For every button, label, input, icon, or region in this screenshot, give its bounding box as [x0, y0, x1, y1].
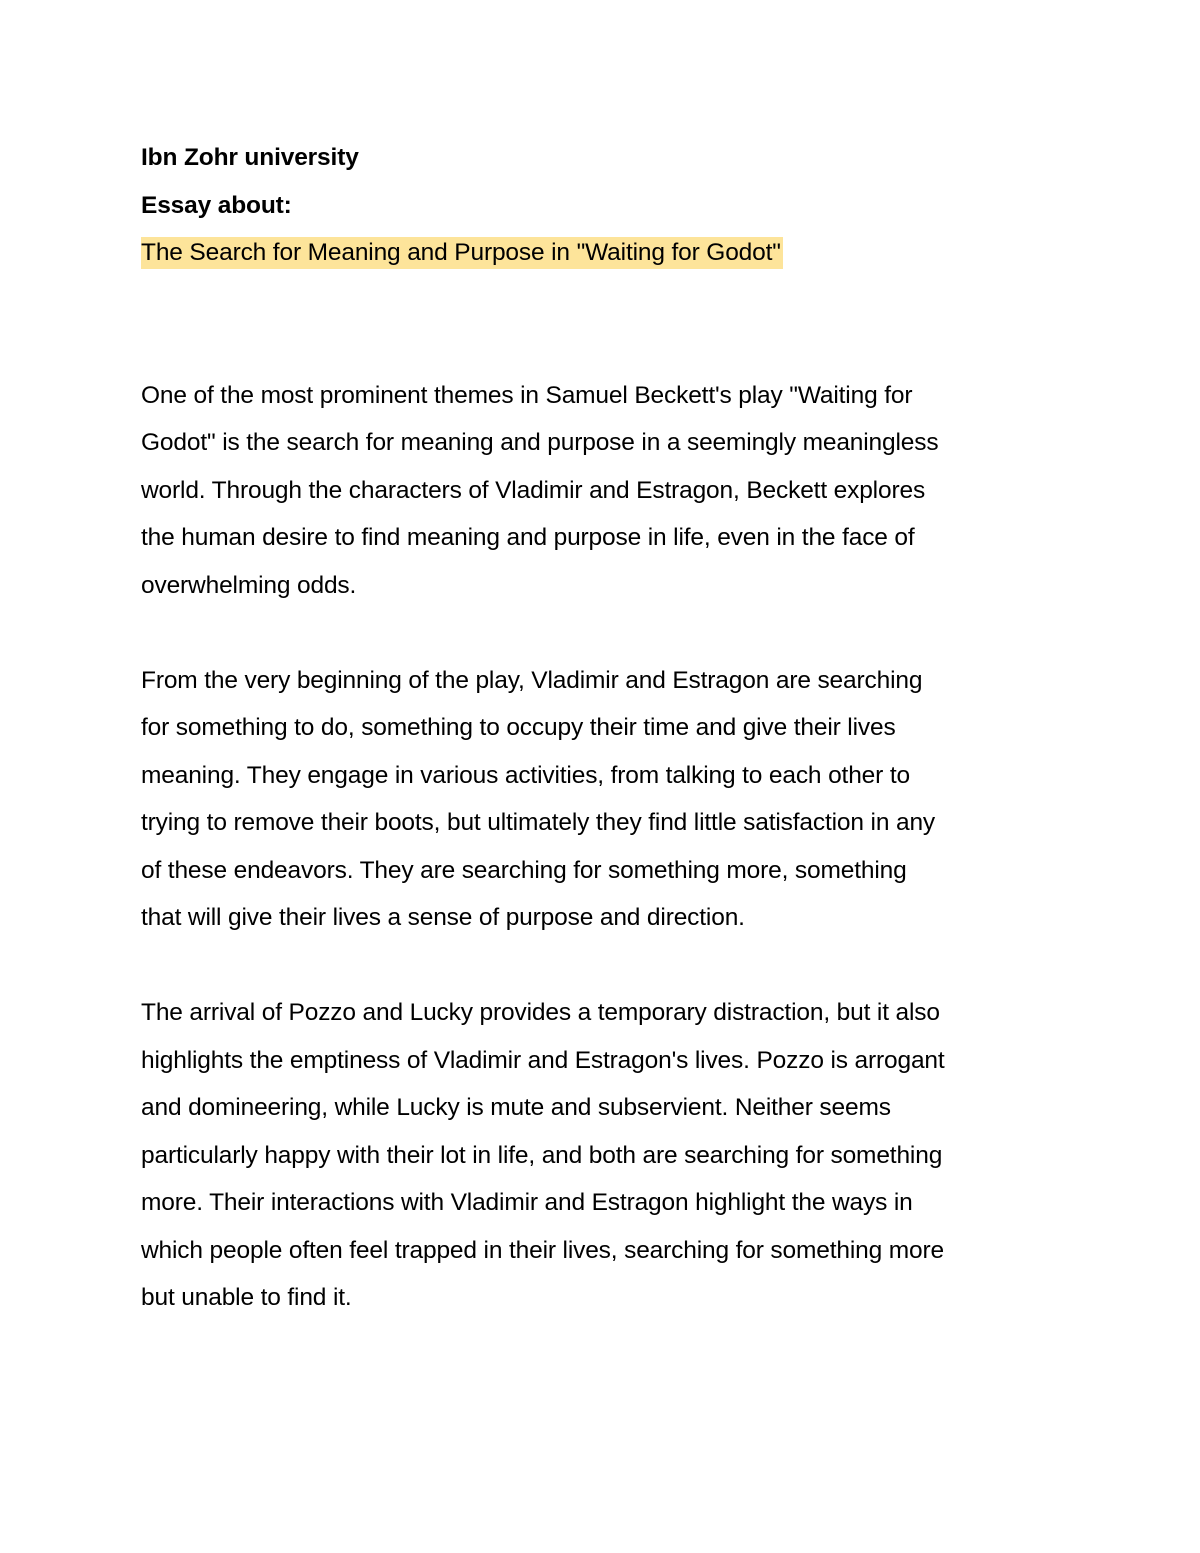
title-spacer: [141, 277, 1071, 372]
paragraph-line: of these endeavors. They are searching for something more, something: [141, 856, 907, 884]
paragraph-line: the human desire to find meaning and purpose in life, even in the face of: [141, 524, 915, 551]
paragraph-3: [141, 989, 1071, 1322]
paragraph-line: meaning. They engage in various activities, from talking to each other to: [141, 761, 910, 789]
paragraph-line: From the very beginning of the play, Vladimir and Estragon are searching: [141, 666, 923, 694]
document-body: [141, 134, 1071, 1369]
paragraph-line: Godot" is the search for meaning and purpose in a seemingly meaningless: [141, 429, 939, 456]
paragraph-line: that will give their lives a sense of purpose and direction.: [141, 904, 745, 931]
essay-title-line: [141, 229, 1071, 277]
university-name: Ibn Zohr university: [141, 144, 359, 171]
paragraph-line: trying to remove their boots, but ultimately they find little satisfaction in any: [141, 809, 936, 836]
paragraph-line: but unable to find it.: [141, 1284, 352, 1311]
paragraph-line: One of the most prominent themes in Samuel Beckett's play "Waiting for: [141, 381, 913, 409]
essay-label: Essay about:: [141, 191, 292, 219]
essay-title: The Search for Meaning and Purpose in "Waiting for Godot": [141, 237, 783, 269]
paragraph-line: world. Through the characters of Vladimir and Estragon, Beckett explores: [141, 476, 926, 504]
paragraph-line: The arrival of Pozzo and Lucky provides a temporary distraction, but it also: [141, 999, 940, 1026]
paragraph-line: overwhelming odds.: [141, 571, 357, 599]
paragraph-line: particularly happy with their lot in life, and both are searching for something: [141, 1141, 943, 1169]
paragraph-line: more. Their interactions with Vladimir and Estragon highlight the ways in: [141, 1189, 913, 1216]
paragraph-line: highlights the emptiness of Vladimir and Estragon's lives. Pozzo is arrogant: [141, 1046, 945, 1074]
paragraph-line: which people often feel trapped in their lives, searching for something more: [141, 1236, 944, 1264]
paragraph-line: for something to do, something to occupy their time and give their lives: [141, 714, 896, 741]
paragraph-line: and domineering, while Lucky is mute and subservient. Neither seems: [141, 1094, 891, 1121]
paragraph-2: [141, 657, 1071, 942]
paragraph-1: [141, 372, 1071, 610]
